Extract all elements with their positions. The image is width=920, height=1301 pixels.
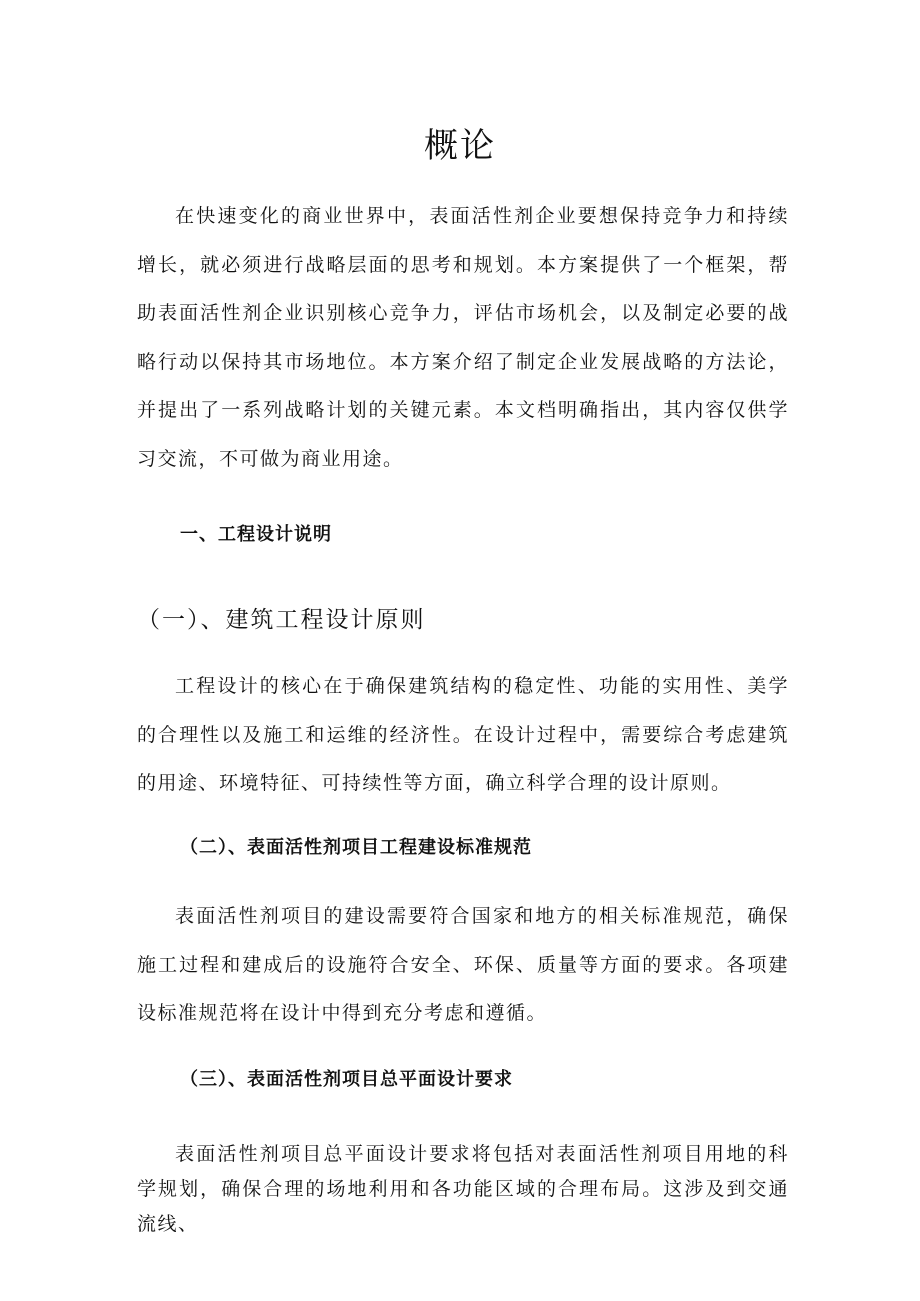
- subsection-1-paragraph: 工程设计的核心在于确保建筑结构的稳定性、功能的实用性、美学的合理性以及施工和运维的经济性。在设计过程中，需要综合考虑建筑的用途、环境特征、可持续性等方面，确立科学合理的设计原则。: [137, 675, 789, 795]
- subsection-3-paragraph: 表面活性剂项目总平面设计要求将包括对表面活性剂项目用地的科学规划，确保合理的场地利用和各功能区域的合理布局。这涉及到交通流线、: [137, 1143, 789, 1235]
- page-title: 概论: [424, 126, 496, 166]
- section-heading-1: 一、工程设计说明: [180, 524, 332, 545]
- subsection-2-paragraph: 表面活性剂项目的建设需要符合国家和地方的相关标准规范，确保施工过程和建成后的设施符合安全、环保、质量等方面的要求。各项建设标准规范将在设计中得到充分考虑和遵循。: [137, 905, 789, 1024]
- subsection-heading-2: （二）、表面活性剂项目工程建设标准规范: [180, 837, 532, 858]
- subsection-heading-3: （三）、表面活性剂项目总平面设计要求: [180, 1069, 513, 1090]
- intro-paragraph: 在快速变化的商业世界中，表面活性剂企业要想保持竞争力和持续增长，就必须进行战略层面的思考和规划。本方案提供了一个框架，帮助表面活性剂企业识别核心竞争力，评估市场机会，以及制定必要的战略行动以保持其市场地位。本方案介绍了制定企业发展战略的方法论，并提出了一系列战略计划的关键元素。本文档明确指出，其内容仅供学习交流，不可做为商业用途。: [137, 205, 789, 470]
- subsection-heading-1: （一）、建筑工程设计原则: [137, 607, 426, 633]
